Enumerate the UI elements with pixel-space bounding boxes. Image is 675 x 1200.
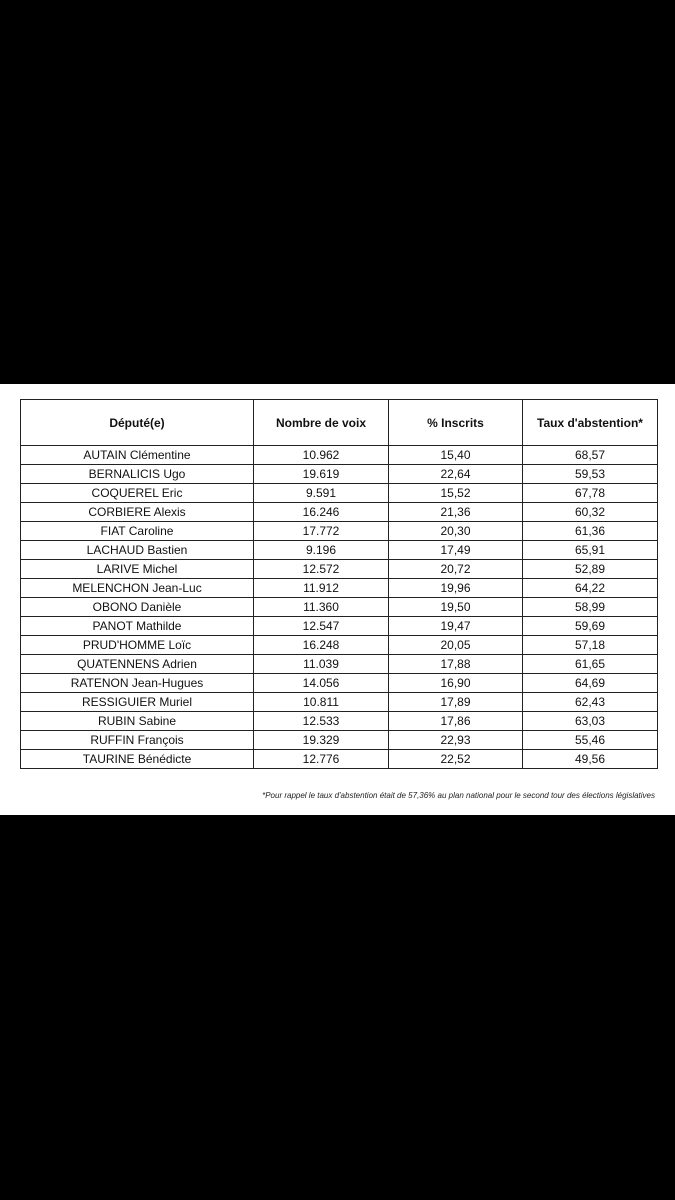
cell-depute: PANOT Mathilde xyxy=(21,617,254,636)
header-taux-abstention: Taux d'abstention* xyxy=(523,400,658,446)
cell-pct-inscrits: 19,47 xyxy=(389,617,523,636)
header-depute: Député(e) xyxy=(21,400,254,446)
table-row xyxy=(21,731,658,750)
table-row xyxy=(21,579,658,598)
header-pct-inscrits: % Inscrits xyxy=(389,400,523,446)
cell-taux-abstention: 55,46 xyxy=(523,731,658,750)
cell-pct-inscrits: 22,64 xyxy=(389,465,523,484)
cell-taux-abstention: 49,56 xyxy=(523,750,658,769)
cell-depute: BERNALICIS Ugo xyxy=(21,465,254,484)
cell-depute: CORBIERE Alexis xyxy=(21,503,254,522)
cell-taux-abstention: 63,03 xyxy=(523,712,658,731)
cell-pct-inscrits: 22,93 xyxy=(389,731,523,750)
cell-nombre-de-voix: 12.776 xyxy=(254,750,389,769)
cell-nombre-de-voix: 12.572 xyxy=(254,560,389,579)
cell-taux-abstention: 57,18 xyxy=(523,636,658,655)
cell-depute: QUATENNENS Adrien xyxy=(21,655,254,674)
cell-taux-abstention: 58,99 xyxy=(523,598,658,617)
table-row xyxy=(21,617,658,636)
cell-pct-inscrits: 21,36 xyxy=(389,503,523,522)
cell-depute: RUFFIN François xyxy=(21,731,254,750)
cell-depute: RUBIN Sabine xyxy=(21,712,254,731)
cell-pct-inscrits: 15,52 xyxy=(389,484,523,503)
cell-depute: RATENON Jean-Hugues xyxy=(21,674,254,693)
cell-pct-inscrits: 17,89 xyxy=(389,693,523,712)
table-row xyxy=(21,598,658,617)
cell-pct-inscrits: 19,50 xyxy=(389,598,523,617)
table-row xyxy=(21,446,658,465)
table-row xyxy=(21,503,658,522)
cell-taux-abstention: 67,78 xyxy=(523,484,658,503)
table-row xyxy=(21,484,658,503)
cell-depute: TAURINE Bénédicte xyxy=(21,750,254,769)
cell-nombre-de-voix: 11.912 xyxy=(254,579,389,598)
cell-depute: COQUEREL Eric xyxy=(21,484,254,503)
cell-pct-inscrits: 20,72 xyxy=(389,560,523,579)
results-table xyxy=(20,399,658,769)
cell-taux-abstention: 59,53 xyxy=(523,465,658,484)
cell-nombre-de-voix: 12.547 xyxy=(254,617,389,636)
cell-pct-inscrits: 17,86 xyxy=(389,712,523,731)
cell-nombre-de-voix: 16.246 xyxy=(254,503,389,522)
cell-taux-abstention: 64,22 xyxy=(523,579,658,598)
table-row xyxy=(21,750,658,769)
cell-taux-abstention: 61,36 xyxy=(523,522,658,541)
footnote: *Pour rappel le taux d'abstention était de 57,36% au plan national pour le second tour des élections législatives xyxy=(262,791,655,800)
cell-depute: FIAT Caroline xyxy=(21,522,254,541)
cell-taux-abstention: 65,91 xyxy=(523,541,658,560)
cell-nombre-de-voix: 11.360 xyxy=(254,598,389,617)
cell-depute: RESSIGUIER Muriel xyxy=(21,693,254,712)
table-row xyxy=(21,541,658,560)
cell-pct-inscrits: 22,52 xyxy=(389,750,523,769)
cell-nombre-de-voix: 9.591 xyxy=(254,484,389,503)
cell-nombre-de-voix: 10.811 xyxy=(254,693,389,712)
cell-pct-inscrits: 20,30 xyxy=(389,522,523,541)
cell-depute: AUTAIN Clémentine xyxy=(21,446,254,465)
cell-depute: LARIVE Michel xyxy=(21,560,254,579)
cell-depute: MELENCHON Jean-Luc xyxy=(21,579,254,598)
cell-nombre-de-voix: 16.248 xyxy=(254,636,389,655)
cell-depute: PRUD'HOMME Loïc xyxy=(21,636,254,655)
cell-pct-inscrits: 19,96 xyxy=(389,579,523,598)
cell-nombre-de-voix: 19.329 xyxy=(254,731,389,750)
table-row xyxy=(21,636,658,655)
table-row xyxy=(21,712,658,731)
table-row xyxy=(21,560,658,579)
cell-depute: OBONO Danièle xyxy=(21,598,254,617)
cell-pct-inscrits: 17,88 xyxy=(389,655,523,674)
cell-taux-abstention: 61,65 xyxy=(523,655,658,674)
cell-nombre-de-voix: 9.196 xyxy=(254,541,389,560)
cell-nombre-de-voix: 14.056 xyxy=(254,674,389,693)
header-row xyxy=(21,400,658,446)
cell-taux-abstention: 59,69 xyxy=(523,617,658,636)
table-row xyxy=(21,465,658,484)
document-sheet xyxy=(0,384,675,815)
table-body xyxy=(21,446,658,769)
header-nombre-de-voix: Nombre de voix xyxy=(254,400,389,446)
cell-nombre-de-voix: 17.772 xyxy=(254,522,389,541)
table-row xyxy=(21,655,658,674)
table-row xyxy=(21,674,658,693)
cell-taux-abstention: 68,57 xyxy=(523,446,658,465)
cell-nombre-de-voix: 19.619 xyxy=(254,465,389,484)
cell-taux-abstention: 64,69 xyxy=(523,674,658,693)
cell-pct-inscrits: 20,05 xyxy=(389,636,523,655)
cell-depute: LACHAUD Bastien xyxy=(21,541,254,560)
cell-pct-inscrits: 15,40 xyxy=(389,446,523,465)
cell-taux-abstention: 62,43 xyxy=(523,693,658,712)
cell-taux-abstention: 60,32 xyxy=(523,503,658,522)
cell-nombre-de-voix: 10.962 xyxy=(254,446,389,465)
cell-taux-abstention: 52,89 xyxy=(523,560,658,579)
cell-nombre-de-voix: 12.533 xyxy=(254,712,389,731)
cell-pct-inscrits: 16,90 xyxy=(389,674,523,693)
cell-pct-inscrits: 17,49 xyxy=(389,541,523,560)
table-row xyxy=(21,693,658,712)
table-row xyxy=(21,522,658,541)
cell-nombre-de-voix: 11.039 xyxy=(254,655,389,674)
